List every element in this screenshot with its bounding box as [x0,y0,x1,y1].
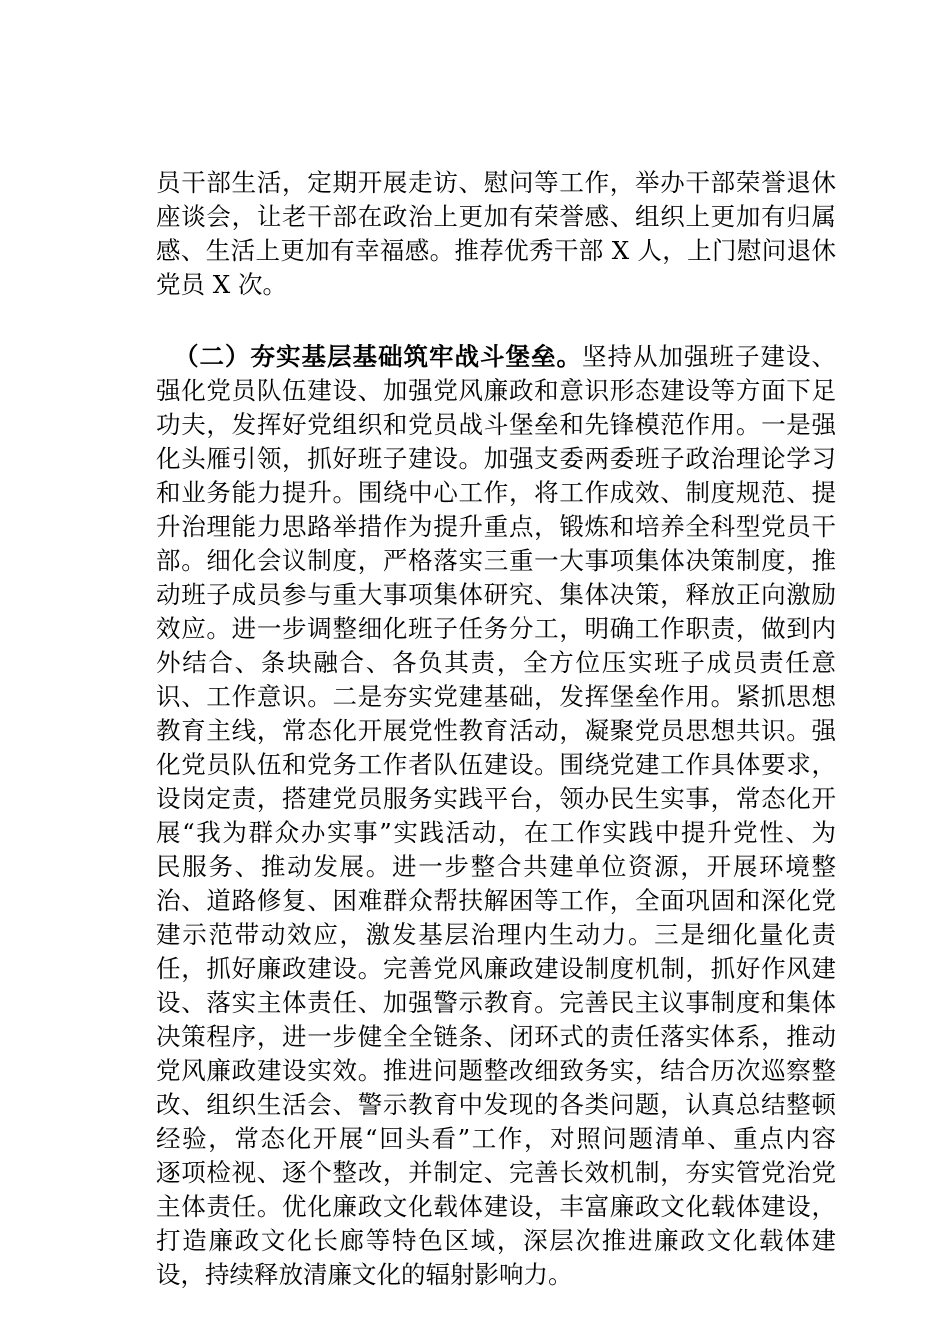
paragraph-2-line: 强化党员队伍建设、加强党风廉政和意识形态建设等方面下足 [156,376,836,405]
paragraph-2-line: 外结合、条块融合、各负其责，全方位压实班子成员责任意 [156,648,836,677]
paragraph-2-line: 功夫，发挥好党组织和党员战斗堡垒和先锋模范作用。一是强 [156,410,836,439]
paragraph-1 [156,166,836,302]
paragraph-2-line: 主体责任。优化廉政文化载体建设，丰富廉政文化载体建设， [156,1192,836,1221]
paragraph-2-line: 设，持续释放清廉文化的辐射影响力。 [156,1260,573,1289]
document-body [156,166,836,1292]
paragraph-gap [156,302,836,340]
paragraph-1-line: 感、生活上更加有幸福感。推荐优秀干部 X 人，上门慰问退休 [156,236,836,265]
paragraph-2-line: 部。细化会议制度，严格落实三重一大事项集体决策制度，推 [156,546,836,575]
paragraph-2-line: 决策程序，进一步健全全链条、闭环式的责任落实体系，推动 [156,1022,836,1051]
paragraph-1-line: 员干部生活，定期开展走访、慰问等工作，举办干部荣誉退休 [156,168,836,197]
paragraph-2-line: 民服务、推动发展。进一步整合共建单位资源，开展环境整 [156,852,836,881]
section-heading: （二）夯实基层基础筑牢战斗堡垒。 [174,342,582,371]
paragraph-2-line: 动班子成员参与重大事项集体研究、集体决策，释放正向激励 [156,580,836,609]
paragraph-2-line: 治、道路修复、困难群众帮扶解困等工作，全面巩固和深化党 [156,886,836,915]
paragraph-2-first-line [156,340,836,374]
paragraph-1-line: 党员 X 次。 [156,270,288,299]
paragraph-2-line: 设、落实主体责任、加强警示教育。完善民主议事制度和集体 [156,988,836,1017]
paragraph-2-line: 党风廉政建设实效。推进问题整改细致务实，结合历次巡察整 [156,1056,836,1085]
paragraph-2-line: 和业务能力提升。围绕中心工作，将工作成效、制度规范、提 [156,478,836,507]
paragraph-2-line: 升治理能力思路举措作为提升重点，锻炼和培养全科型党员干 [156,512,836,541]
paragraph-2-line: 化党员队伍和党务工作者队伍建设。围绕党建工作具体要求， [156,750,836,779]
paragraph-2-line: 打造廉政文化长廊等特色区域，深层次推进廉政文化载体建 [156,1226,836,1255]
paragraph-2 [156,340,836,1292]
paragraph-2-line: 展“我为群众办实事”实践活动，在工作实践中提升党性、为 [156,818,836,847]
paragraph-2-line: 设岗定责，搭建党员服务实践平台，领办民生实事，常态化开 [156,784,836,813]
paragraph-2-line: 识、工作意识。二是夯实党建基础，发挥堡垒作用。紧抓思想 [156,682,836,711]
paragraph-2-first-line-text: 坚持从加强班子建设、 [582,342,836,371]
paragraph-1-line: 座谈会，让老干部在政治上更加有荣誉感、组织上更加有归属 [156,202,836,231]
paragraph-2-line: 任，抓好廉政建设。完善党风廉政建设制度机制，抓好作风建 [156,954,836,983]
paragraph-2-line: 改、组织生活会、警示教育中发现的各类问题，认真总结整顿 [156,1090,836,1119]
paragraph-2-line: 教育主线，常态化开展党性教育活动，凝聚党员思想共识。强 [156,716,836,745]
paragraph-2-line: 效应。进一步调整细化班子任务分工，明确工作职责，做到内 [156,614,836,643]
paragraph-2-line: 经验，常态化开展“回头看”工作，对照问题清单、重点内容 [156,1124,836,1153]
paragraph-2-line: 化头雁引领，抓好班子建设。加强支委两委班子政治理论学习 [156,444,836,473]
paragraph-2-line: 建示范带动效应，激发基层治理内生动力。三是细化量化责 [156,920,836,949]
paragraph-2-line: 逐项检视、逐个整改，并制定、完善长效机制，夯实管党治党 [156,1158,836,1187]
